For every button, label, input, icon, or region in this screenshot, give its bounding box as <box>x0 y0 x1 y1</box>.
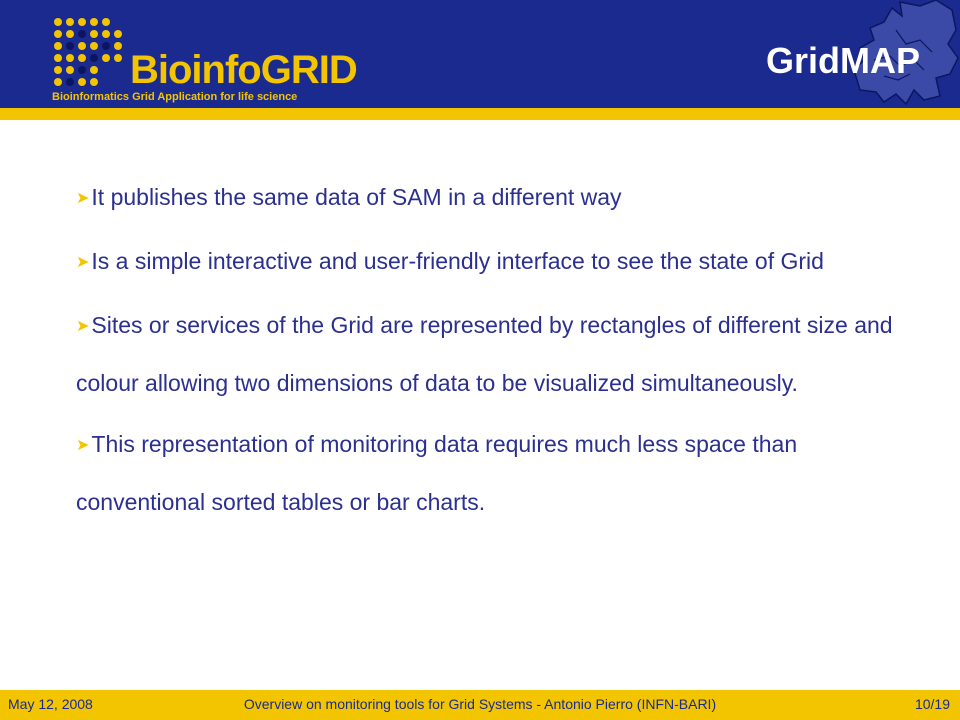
logo-dots-icon <box>50 16 130 92</box>
bullet-text: Sites or services of the Grid are represented by rectangles of different size and colour allowing two dimensions of data to be visualized simultaneously. <box>76 312 893 396</box>
arrow-bullet-icon: ➤ <box>76 437 90 454</box>
footer-page-number: 10/19 <box>914 696 950 712</box>
logo-wordmark: BioinfoGRID <box>130 48 357 92</box>
bullet-item <box>76 234 896 292</box>
arrow-bullet-icon: ➤ <box>76 318 90 335</box>
bullet-list <box>76 170 896 536</box>
bullet-text: It publishes the same data of SAM in a different way <box>91 184 622 210</box>
bullet-text: Is a simple interactive and user-friendly interface to see the state of Grid <box>91 248 824 274</box>
bullet-text: This representation of monitoring data requires much less space than conventional sorted tables or bar charts. <box>76 431 798 515</box>
footer-bar <box>0 690 960 720</box>
slide-title: GridMAP <box>765 40 920 81</box>
arrow-bullet-icon: ➤ <box>76 254 90 271</box>
bullet-item <box>76 417 896 530</box>
arrow-bullet-icon: ➤ <box>76 190 90 207</box>
bullet-item <box>76 298 896 411</box>
footer-date: May 12, 2008 <box>8 696 93 712</box>
bullet-item <box>76 170 896 228</box>
header-bar <box>0 0 960 108</box>
footer-title: Overview on monitoring tools for Grid Systems - Antonio Pierro (INFN-BARI) <box>243 696 717 712</box>
header-divider <box>0 108 960 120</box>
logo-tagline: Bioinformatics Grid Application for life science <box>52 91 298 103</box>
